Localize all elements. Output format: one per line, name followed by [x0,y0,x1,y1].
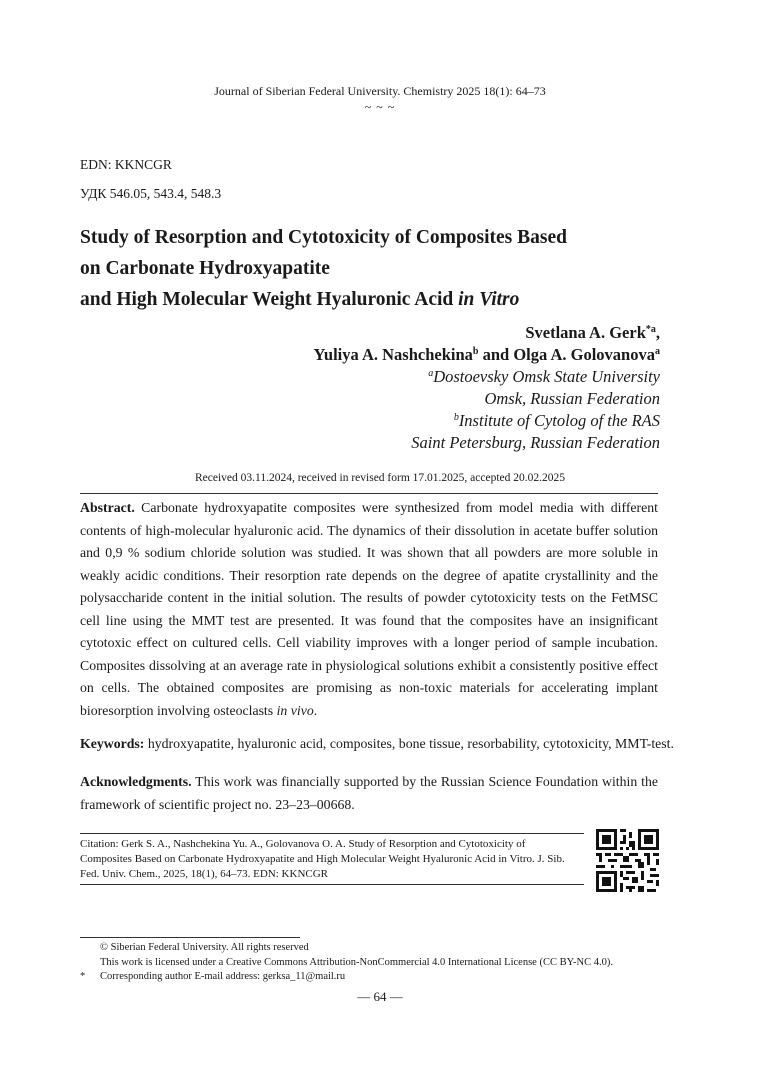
abstract-end: . [313,702,318,718]
affiliation-a-line-2: Omsk, Russian Federation [484,389,660,408]
author-nashchekina: Yuliya A. Nashchekina [313,345,473,364]
abstract-label: Abstract. [80,500,135,515]
acknowledgments-label: Acknowledgments. [80,774,192,789]
author-nashchekina-sup: b [472,346,479,357]
author-golovanova-sup: a [655,346,660,357]
header-separator: ~ ~ ~ [364,100,396,114]
corresponding-text: Corresponding author E-mail address: gerksa_11@mail.ru [100,971,346,982]
journal-header: Journal of Siberian Federal University. Chemistry 2025 18(1): 64–73 [214,84,546,98]
author-and: and [478,345,514,364]
affiliation-a-line-1 [314,366,660,388]
abstract-italic: in vivo [276,702,314,718]
title-line-3 [80,284,680,315]
acknowledgments-text: This work was financially supported by the Russian Science Foundation within the framework of scientific project no. 23–23–00668. [80,774,658,812]
footnote-corresponding [80,970,613,985]
citation: Citation: Gerk S. A., Nashchekina Yu. A., Golovanova O. A. Study of Resorption and Cytotoxicity of Composites Based on Carbonate Hydroxyapatite and High Molecular Weight Hyaluronic Acid in Vitro. J. Sib. Fed. Univ. Chem., 2025, 18(1), 64–73. EDN: KKNCGR [80,838,565,880]
paper-title [80,222,680,315]
author-line-1 [314,322,660,344]
page-number: — 64 — [357,989,403,1004]
abstract-top-rule [80,493,658,494]
author-golovanova: Olga A. Golovanova [513,345,655,364]
footnote-rule [80,937,300,938]
footnotes [80,941,613,985]
qr-code [596,829,659,892]
title-line-1: Study of Resorption and Cytotoxicity of Composites Based [80,227,567,248]
udk-code: УДК 546.05, 543.4, 548.3 [80,186,222,201]
affiliation-b-name: Institute of Cytolog of the RAS [458,411,660,430]
affiliation-b-line-1 [314,410,660,432]
abstract-text: Carbonate hydroxyapatite composites were synthesized from model media with different contents of high-molecular hyaluronic acid. The dynamics of their dissolution in acetate buffer solution and 0,9 % sodium chloride solution was studied. It was shown that all powders are more soluble in weakly acidic conditions. Their resorption rate depends on the degree of apatite crystallinity and the polysaccharide content in the initial solution. The results of powder cytotoxicity tests on the FetMSC cell line using the MMT test are presented. It was found that the composites have an insignificant cytotoxic effect on cultured cells. Cell viability improves with a longer period of sample incubation. Composites dissolving at an average rate in physiological solutions exhibit a consistently positive effect on cells. The obtained composites are promising as non-toxic materials for accelerating implant bioresorption involving osteoclasts [80,500,658,718]
citation-top-rule [80,833,584,834]
author-line-2 [314,344,660,366]
keywords-label: Keywords: [80,736,145,751]
footnote-copyright [80,941,613,956]
affiliation-b-sup: b [453,412,459,423]
license-text: This work is licensed under a Creative Commons Attribution-NonCommercial 4.0 International License (CC BY-NC 4.0). [100,956,613,968]
citation-bottom-rule [80,884,584,885]
keywords [80,733,680,755]
title-line-3-main: and High Molecular Weight Hyaluronic Acid [80,289,459,310]
author-gerk-sup: *a [645,324,656,335]
acknowledgments [80,771,658,816]
title-italic: in Vitro [458,289,520,310]
footnote-license [80,956,613,971]
affiliation-b-line-2: Saint Petersburg, Russian Federation [411,433,660,452]
affiliation-a-sup: a [428,368,434,379]
copyright-text: © Siberian Federal University. All rights reserved [100,942,309,953]
edn-code: EDN: KKNCGR [80,157,172,172]
corresponding-mark: * [80,971,86,982]
author-comma: , [655,323,660,342]
author-gerk: Svetlana A. Gerk [525,323,646,342]
title-line-2: on Carbonate Hydroxyapatite [80,258,330,279]
abstract [80,497,658,722]
received-dates: Received 03.11.2024, received in revised form 17.01.2025, accepted 20.02.2025 [194,472,566,484]
keywords-text: hydroxyapatite, hyaluronic acid, composites, bone tissue, resorbability, cytotoxicity, MMT-test. [144,736,674,751]
affiliation-a-name: Dostoevsky Omsk State University [433,367,660,386]
authors-block [314,322,660,454]
